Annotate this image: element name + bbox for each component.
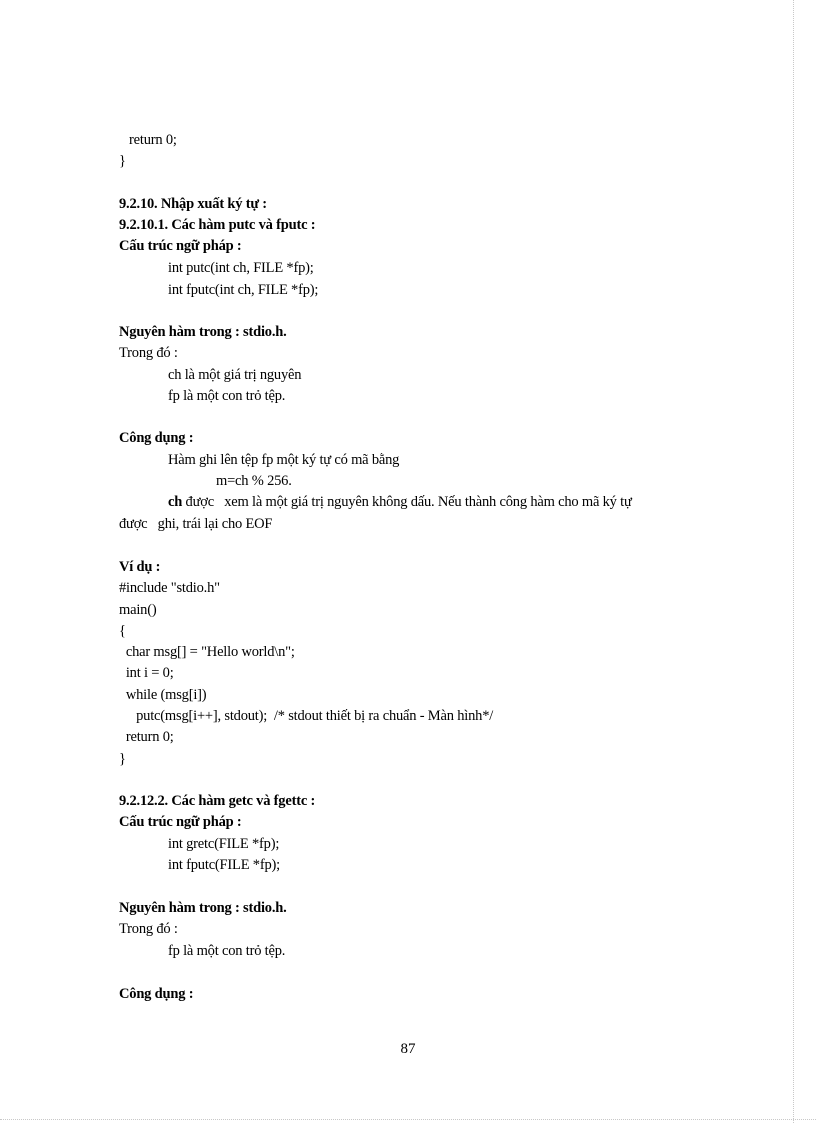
page-border-bottom: [0, 1119, 816, 1120]
section-heading: 9.2.10. Nhập xuất ký tự :: [119, 196, 267, 212]
code-close-brace: }: [119, 153, 126, 169]
example-code-line: main(): [119, 602, 157, 618]
syntax-line: int fputc(int ch, FILE *fp);: [168, 282, 319, 298]
where-item: fp là một con trỏ tệp.: [168, 388, 286, 404]
example-label: Ví dụ :: [119, 559, 161, 575]
syntax-line: int fputc(FILE *fp);: [168, 857, 280, 873]
example-code-line: int i = 0;: [119, 665, 174, 681]
subsection-heading: 9.2.10.1. Các hàm putc và fputc :: [119, 217, 316, 233]
page-number: 87: [400, 1041, 416, 1057]
syntax-label: Cấu trúc ngữ pháp :: [119, 238, 242, 254]
example-code-line: putc(msg[i++], stdout); /* stdout thiết bị ra chuẩn - Màn hình*/: [119, 708, 494, 724]
usage-text: Hàm ghi lên tệp fp một ký tự có mã bằng: [168, 452, 400, 468]
usage-bold-term: ch: [168, 494, 183, 510]
usage-text-rest: được xem là một giá trị nguyên không dấu. Nếu thành công hàm cho mã ký tự: [182, 494, 632, 510]
example-code-line: }: [119, 751, 126, 767]
where-label: Trong đó :: [119, 921, 178, 937]
where-item: fp là một con trỏ tệp.: [168, 943, 286, 959]
syntax-label: Cấu trúc ngữ pháp :: [119, 814, 242, 830]
usage-formula: m=ch % 256.: [216, 473, 292, 489]
syntax-line: int gretc(FILE *fp);: [168, 836, 280, 852]
where-label: Trong đó :: [119, 345, 178, 361]
usage-text: được ghi, trái lại cho EOF: [119, 516, 273, 532]
prototype-line: Nguyên hàm trong : stdio.h.: [119, 324, 287, 340]
usage-label: Công dụng :: [119, 986, 194, 1002]
prototype-line: Nguyên hàm trong : stdio.h.: [119, 900, 287, 916]
syntax-line: int putc(int ch, FILE *fp);: [168, 260, 314, 276]
example-code-line: char msg[] = "Hello world\n";: [119, 644, 295, 660]
code-return-line: return 0;: [129, 132, 177, 148]
example-code-line: return 0;: [119, 729, 174, 745]
page-border-right: [793, 0, 794, 1123]
section-heading: 9.2.12.2. Các hàm getc và fgettc :: [119, 793, 316, 809]
example-code-line: while (msg[i]): [119, 687, 207, 703]
usage-label: Công dụng :: [119, 430, 194, 446]
example-code-line: {: [119, 623, 126, 639]
where-item: ch là một giá trị nguyên: [168, 367, 302, 383]
usage-text: [168, 493, 632, 511]
example-code-line: #include "stdio.h": [119, 580, 220, 596]
